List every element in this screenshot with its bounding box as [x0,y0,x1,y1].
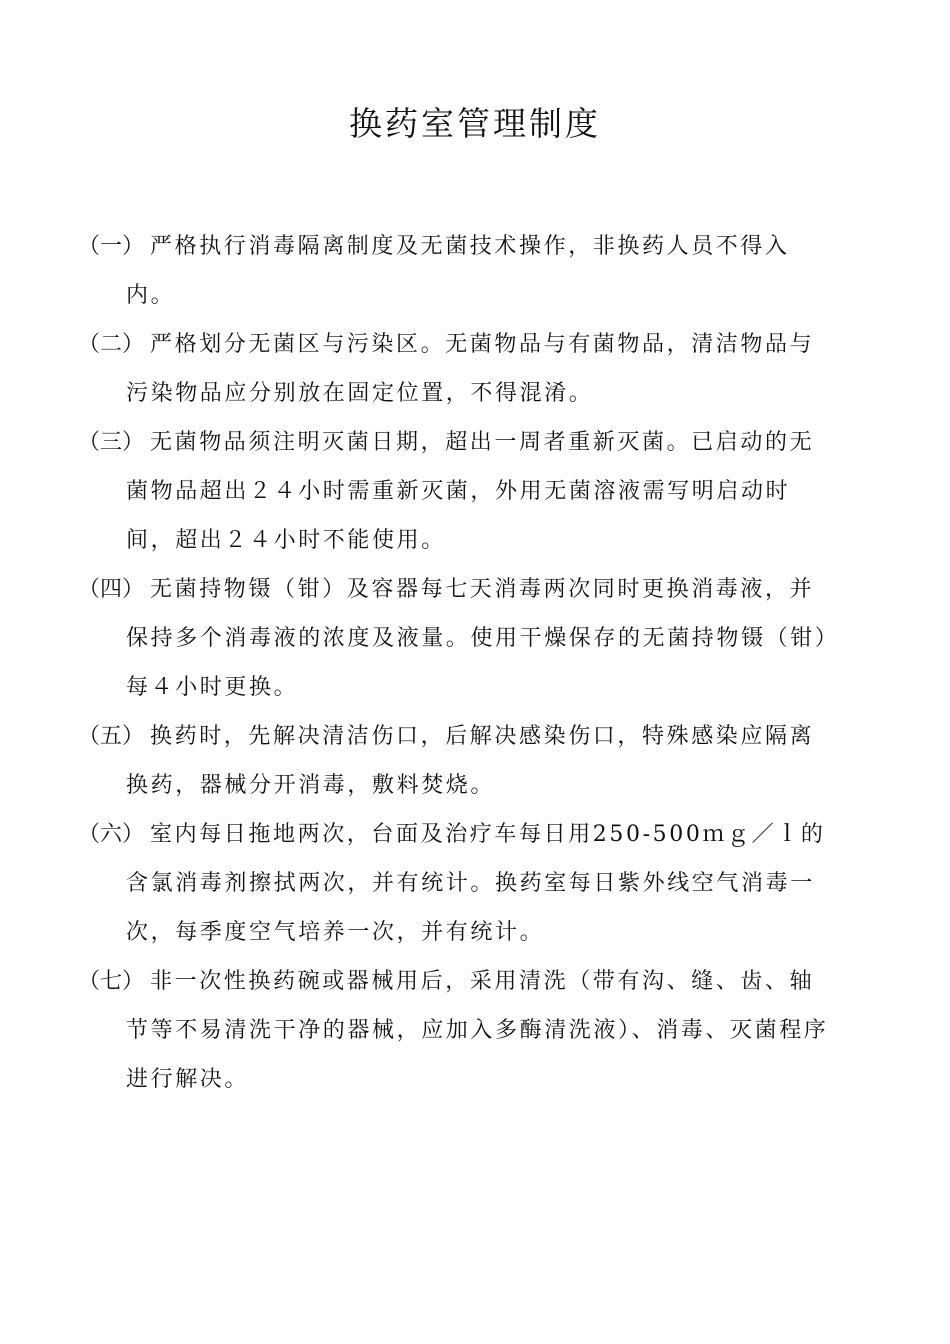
rule-text: 换药时，先解决清洁伤口，后解决感染伤口，特殊感染应隔离换药，器械分开消毒，敷料焚烧。 [126,724,815,798]
rule-text: 无菌物品须注明灭菌日期，超出一周者重新灭菌。已启动的无菌物品超出２４小时需重新灭菌，外用无菌溶液需写明启动时间，超出２４小时不能使用。 [126,430,815,553]
rule-number: （一） [78,234,145,259]
rule-text: 严格执行消毒隔离制度及无菌技术操作，非换药人员不得入内。 [126,234,790,308]
rule-item-4 [78,565,838,712]
rule-text: 无菌持物镊（钳）及容器每七天消毒两次同时更换消毒液，并保持多个消毒液的浓度及液量。使用干燥保存的无菌持物镊（钳）每４小时更换。 [126,577,829,700]
rule-item-2 [78,320,838,418]
rule-number: （五） [78,724,145,749]
rule-number: （七） [78,969,145,994]
rule-item-5 [78,712,838,810]
rule-list [78,222,838,1104]
rule-number: （六） [78,822,145,847]
rule-number: （二） [78,332,145,357]
rule-item-7 [78,957,838,1104]
rule-item-1 [78,222,838,320]
page-title: 换药室管理制度 [349,104,601,143]
rule-text: 非一次性换药碗或器械用后，采用清洗（带有沟、缝、齿、轴节等不易清洗干净的器械，应加入多酶清洗液）、消毒、灭菌程序进行解决。 [126,969,829,1092]
rule-item-3 [78,418,838,565]
rule-number: （四） [78,577,145,602]
rule-text: 严格划分无菌区与污染区。无菌物品与有菌物品，清洁物品与污染物品应分别放在固定位置，不得混淆。 [126,332,815,406]
rule-item-6 [78,810,838,957]
rule-text: 室内每日拖地两次，台面及治疗车每日用250-500ｍｇ／ｌ的含氯消毒剂擦拭两次，并有统计。换药室每日紫外线空气消毒一次，每季度空气培养一次，并有统计。 [126,822,826,945]
rule-number: （三） [78,430,145,455]
